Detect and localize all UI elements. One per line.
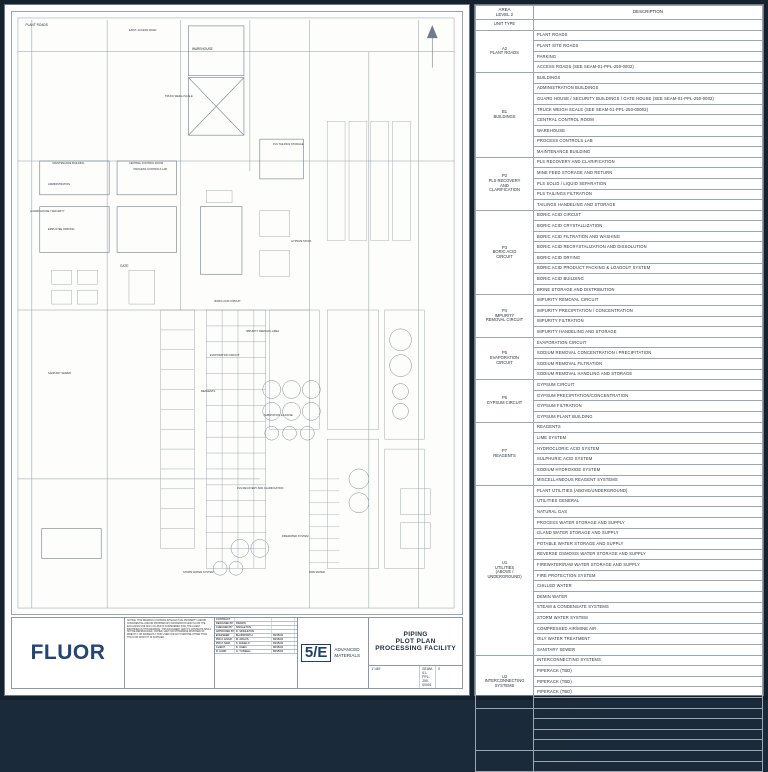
plan-label: CENTRAL CONTROL ROOM — [129, 161, 164, 165]
legend-row — [476, 708, 763, 719]
legend-description-cell: PLANT SITE POWER DISTRIBUTION — [534, 719, 763, 730]
legend-description-cell: IMPURITY PRECIPITATION / CONCENTRATION — [534, 306, 763, 317]
legend-description-cell: SODIUM REMOVAL HANDLING AND STORAGE — [534, 369, 763, 380]
rev-cell — [295, 646, 297, 649]
legend-description-cell: BORIC ACID RECRYSTALIZATION AND DISSOLUTION — [534, 242, 763, 253]
legend-row — [476, 750, 763, 761]
legend-area-cell: P6 GYPSUM CIRCUIT — [476, 380, 534, 422]
rev-cell: D. CHEN — [235, 646, 272, 649]
legend-row — [476, 655, 763, 666]
legend-description-cell: BUILDINGS — [534, 72, 763, 83]
legend-description-cell: BRINE STORAGE AND DISTRIBUTION — [534, 284, 763, 295]
legend-description-cell: PIPERACK (TBD) — [534, 687, 763, 698]
rev-cell — [272, 618, 295, 621]
rev-cell: 08/15/04 — [272, 650, 295, 653]
area-legend-table — [474, 4, 764, 769]
legend-description-cell: PLANT SITE ROADS — [534, 41, 763, 52]
header-unit-blank — [534, 20, 763, 31]
plan-label: STORM WATER SYSTEM — [183, 570, 214, 574]
plan-label: PLS TAILINGS STORAGE — [273, 143, 304, 147]
rev-cell: SINGLETON — [235, 626, 272, 629]
legend-row — [476, 72, 763, 83]
legend-description-cell: BORIC ACID BUILDING — [534, 274, 763, 285]
legend-row — [476, 422, 763, 433]
rev-cell: M. ARGUS — [235, 638, 272, 641]
legend-description-cell: HYDROCLORIC ACID SYSTEM — [534, 443, 763, 454]
legend-description-cell: TBD E-HOUSE — [534, 740, 763, 751]
legend-area-cell: U1 UTILITIES (ABOVE / UNDERGROUND) — [476, 486, 534, 656]
revision-row — [215, 650, 297, 654]
legend-description-cell: PARKING — [534, 51, 763, 62]
rev-cell — [295, 622, 297, 625]
legal-notice: NOTICE: THIS DRAWING CONTAINS INTELLECTUAL PROPERTY AND/OR CONFIDENTIAL AND/OR PROPRIETARY INFORMATION AND IS FOR THE EXCLUSIVE USE ONLY OF, AND IS CONSIDERED FOR, THE CLIENT IDENTIFIED IN THIS DRAWING. THIS DOCUMENT AND ITS CONTENTS SHALL NOT BE REPRODUCED, COPIED, LENT OR OTHERWISE DISPOSED OF DIRECTLY OR INDIRECTLY NOR USED FOR ANY PURPOSE OTHER THAN THAT FOR WHICH IT IS SUPPLIED. — [125, 618, 215, 688]
legend-description-cell: REAGENTS — [534, 422, 763, 433]
legend-row — [476, 380, 763, 391]
client-block — [298, 618, 369, 688]
rev-cell: 09/15/04 — [272, 634, 295, 637]
legend-description-cell: UTILITIES GENERAL — [534, 496, 763, 507]
legend-description-cell: POTABLE WATER STORAGE AND SUPPLY — [534, 539, 763, 550]
legend-area-cell: P2 PLS RECOVERY AND CLARIFICATION — [476, 157, 534, 210]
legend-description-cell: RADIO COMMUNICATION — [534, 761, 763, 772]
legend-description-cell: PIPERACK (TBD) — [534, 666, 763, 677]
legend-description-cell: PLS TAILINGS FILTRATION — [534, 189, 763, 200]
rev-cell — [295, 634, 297, 637]
plan-label: PROCESS CONTROLS LAB — [133, 167, 167, 171]
plan-label: SANITARY SEWER — [48, 372, 71, 376]
rev-cell: CONTRACT — [215, 618, 235, 621]
plan-label: RAW WATER — [309, 570, 325, 574]
rev-cell: G. TUSSELL — [235, 650, 272, 653]
rev-cell: DRAWN — [235, 622, 272, 625]
legend-description-cell: SULPHURIC ACID SYSTEM — [534, 454, 763, 465]
title-line-3: PROCESSING FACILITY — [375, 645, 457, 652]
fluor-logo — [12, 618, 125, 688]
legend-description-cell: ADMINISTRATION BUILDINGS — [534, 83, 763, 94]
drawing-title — [369, 618, 462, 665]
client-logo-mark: 5/E — [301, 644, 332, 663]
legend-description-cell: MAIN SUB STATION E-HOUSE — [534, 729, 763, 740]
rev-cell: R. HANK — [215, 650, 235, 653]
plan-label: BORIC ACID CIRCUIT — [214, 299, 241, 303]
legend-description-cell: INTERCONNECTING SYSTEMS — [534, 655, 763, 666]
legend-header-row — [476, 6, 763, 20]
legend-table — [475, 5, 763, 772]
header-description: DESCRIPTION — [534, 6, 763, 20]
legend-description-cell: MINE FEED STORAGE AND RETURN — [534, 168, 763, 179]
header-unit-type: UNIT TYPE — [476, 20, 534, 31]
plot-plan-canvas — [11, 11, 463, 615]
legend-description-cell: FIRE PROTECTION SYSTEM — [534, 570, 763, 581]
rev-cell: CLIENT — [215, 646, 235, 649]
legend-description-cell: PIPERACK (TBD) — [534, 676, 763, 687]
rev-cell — [295, 638, 297, 641]
plan-label: GATE — [120, 263, 129, 268]
plan-label: MAINTENANCE BUILDING — [52, 161, 85, 165]
legend-description-cell: SANITARY SEWER — [534, 645, 763, 656]
rev-cell — [295, 642, 297, 645]
legend-description-cell: STORM WATER SYSTEM — [534, 613, 763, 624]
plan-label: REAGENTS — [201, 390, 216, 394]
legend-description-cell: CENTRAL CONTROL ROOM — [534, 115, 763, 126]
title-block — [11, 617, 463, 689]
plan-label: TRUCK WEIGH SCALE — [165, 95, 193, 99]
legend-description-cell: OILY WATER TREATMENT — [534, 634, 763, 645]
legend-description-cell: CHILLED WATER — [534, 581, 763, 592]
revision-value: 0 — [438, 667, 440, 671]
legend-description-cell: POWER SUPPLY & DISTRIBUTION — [534, 708, 763, 719]
legend-description-cell: GYPSUM PRECIPITATION/CONCENTRATION — [534, 390, 763, 401]
rev-cell: PROJ. MGR. — [215, 642, 235, 645]
legend-description-cell: SODIUM REMOVAL CONCENTRATION / PRECIPITATION — [534, 348, 763, 359]
legend-description-cell: GYPSUM CIRCUIT — [534, 380, 763, 391]
rev-cell: D. SINGLETON — [235, 630, 272, 633]
legend-description-cell: DEMIN WATER — [534, 592, 763, 603]
rev-cell — [272, 622, 295, 625]
plan-label: EMPLOYEE PARKING — [48, 227, 75, 231]
legend-row — [476, 157, 763, 168]
legend-description-cell: SODIUM REMOVAL FILTRATION — [534, 359, 763, 370]
legend-description-cell: MISCELLANEOUS REAGENT SYSTEMS — [534, 475, 763, 486]
rev-cell — [295, 626, 297, 629]
plan-label: FIREWATER SYSTEM — [282, 534, 309, 538]
rev-cell — [272, 626, 295, 629]
rev-cell — [272, 630, 295, 633]
client-name: ADVANCED MATERIALS — [334, 647, 361, 658]
rev-cell — [295, 630, 297, 633]
legend-description-cell: TAILINGS HANDELING AND STORAGE — [534, 200, 763, 211]
legend-description-cell: NATURAL GAS — [534, 507, 763, 518]
rev-cell — [235, 618, 272, 621]
rev-cell — [295, 650, 297, 653]
rev-cell: 09/15/04 — [272, 638, 295, 641]
rev-cell: DESIGNED BY — [215, 622, 234, 625]
legend-area-cell: P5 EVAPORATION CIRCUIT — [476, 337, 534, 379]
rev-cell: 09/15/04 — [272, 642, 295, 645]
drawing-title-block — [369, 618, 462, 688]
legend-description-cell: GYPSUM PLANT BUILDING — [534, 411, 763, 422]
legend-body — [476, 30, 763, 772]
legend-description-cell: BORIC ACID DRYING — [534, 253, 763, 264]
legend-description-cell: MAINTENANCE BUILDING — [534, 147, 763, 158]
legend-description-cell: PROCESS CONTROLS LAB — [534, 136, 763, 147]
legend-description-cell: SODIUM HYDROXIDE SYSTEM — [534, 464, 763, 475]
plan-label: IMPURITY REMOVAL AREA — [246, 330, 280, 334]
revision-grid — [215, 618, 298, 688]
logo-text: FLUOR — [30, 641, 106, 664]
legend-row — [476, 486, 763, 497]
plan-label: SUBSTATION E-HOUSE — [264, 414, 293, 418]
legend-row — [476, 30, 763, 41]
plot-plan-drawing — [4, 4, 470, 696]
rev-cell: APPROVED BY — [215, 630, 235, 633]
rev-cell: 08/15/04 — [272, 646, 295, 649]
legend-area-cell: P3 BORIC ACID CIRCUIT — [476, 210, 534, 295]
legend-description-cell: TRUCK WEIGH SCALE (SEE SEAM-01-PPL-250-00002) — [534, 104, 763, 115]
plan-label: PLS RECOVERY AND CLARIFICATION — [237, 486, 284, 490]
legend-description-cell: GLAND WATER STORAGE AND SUPPLY — [534, 528, 763, 539]
legend-description-cell: BORIC ACID CRYSTALLIZATION — [534, 221, 763, 232]
rev-cell: PROJ. ENGR. — [215, 638, 235, 641]
legend-row — [476, 337, 763, 348]
legend-description-cell: GYPSUM FILTRATION — [534, 401, 763, 412]
plan-label: ADMINISTRATION — [48, 182, 70, 186]
legend-description-cell: IMPURITY FILTRATION — [534, 316, 763, 327]
legend-description-cell: GUARD HOUSE / SECURITY BUILDINGS / GATE HOUSE (SEE SEAM-01-PPL-250-0002) — [534, 94, 763, 105]
legend-area-cell: U2 INTERCONNECTING SYSTEMS — [476, 655, 534, 708]
plan-label: PLANT ROADS — [25, 23, 48, 28]
title-line-2: PLOT PLAN — [395, 638, 436, 645]
legend-row — [476, 210, 763, 221]
title-line-1: PIPING — [403, 631, 428, 638]
legend-description-cell: WAREHOUSE — [534, 125, 763, 136]
legend-description-cell: PLANT UTILITIES (ABOVE/UNDERGROUND) — [534, 486, 763, 497]
legend-unit-row — [476, 20, 763, 31]
plan-label: EVAPORATION CIRCUIT — [210, 354, 240, 358]
legend-description-cell: IMPURITY REMOVAL CIRCUIT — [534, 295, 763, 306]
plan-label: GYPSUM STACK — [291, 239, 312, 243]
legend-description-cell: COMPRESSED AIR/MINE AIR — [534, 623, 763, 634]
legend-description-cell: PLS RECOVERY AND CLARIFICATION — [534, 157, 763, 168]
plan-label: GUARD HOUSE / SECURITY — [30, 209, 65, 213]
legend-area-cell: U3 POWER SUPPLY & DISTRIBUTION — [476, 708, 534, 750]
plan-label: EXIST. ACCESS ROAD — [129, 29, 157, 33]
rev-cell: BLUDWORTH — [235, 634, 272, 637]
legend-description-cell: FIREWATER/RAW WATER STORAGE AND SUPPLY — [534, 560, 763, 571]
drawing-number-row — [369, 665, 462, 688]
legend-description-cell: PROCESS WATER STORAGE AND SUPPLY — [534, 517, 763, 528]
legend-area-cell: B1 BUILDINGS — [476, 72, 534, 157]
rev-cell — [295, 618, 297, 621]
legend-description-cell: PLANT ROADS — [534, 30, 763, 41]
legend-description-cell: BORIC ACID CIRCUIT — [534, 210, 763, 221]
plot-plan-vector — [12, 12, 462, 614]
legend-description-cell: COMMUNICATIONS — [534, 750, 763, 761]
rev-cell: S. ANGELO — [235, 642, 272, 645]
legend-area-cell: A2 PLANT ROADS — [476, 30, 534, 72]
legend-area-cell: P4 IMPURITY REMOVAL CIRCUIT — [476, 295, 534, 337]
scale-value: 1"=80' — [369, 666, 420, 688]
legend-description-cell: EVAPORATION CIRCUIT — [534, 337, 763, 348]
legend-area-cell: U4 COMMUNICATIONS — [476, 750, 534, 771]
drawing-number-value: SEAM-01-PPL-250-00001 — [420, 666, 436, 688]
legend-area-cell: P7 REAGENTS — [476, 422, 534, 486]
legend-description-cell: REVERSE OSMOSIS WATER STORAGE AND SUPPLY — [534, 549, 763, 560]
header-area: AREA LEVEL 2 — [476, 6, 534, 20]
legend-description-cell: BORIC ACID FILTRATION AND WASHING — [534, 231, 763, 242]
legend-description-cell: LIME SYSTEM — [534, 433, 763, 444]
legend-description-cell: ACCESS ROADS (SEE SEAM-01-PPL-250-0002) — [534, 62, 763, 73]
legend-description-cell: PIPERACK UTILITIES — [534, 698, 763, 709]
plan-label: WAREHOUSE — [192, 47, 213, 52]
legend-description-cell: PLS SOLID / LIQUID SEPARATION — [534, 178, 763, 189]
legend-row — [476, 295, 763, 306]
rev-cell: ENGINEER — [215, 634, 235, 637]
legend-description-cell: STEAM & CONDENSATE SYSTEMS — [534, 602, 763, 613]
rev-cell: CHECKED BY — [215, 626, 235, 629]
legend-description-cell: IMPURITY HANDELING AND STORAGE — [534, 327, 763, 338]
legend-description-cell: BORIC ACID PRODUCT PACKING & LOADOUT SYSTEM — [534, 263, 763, 274]
